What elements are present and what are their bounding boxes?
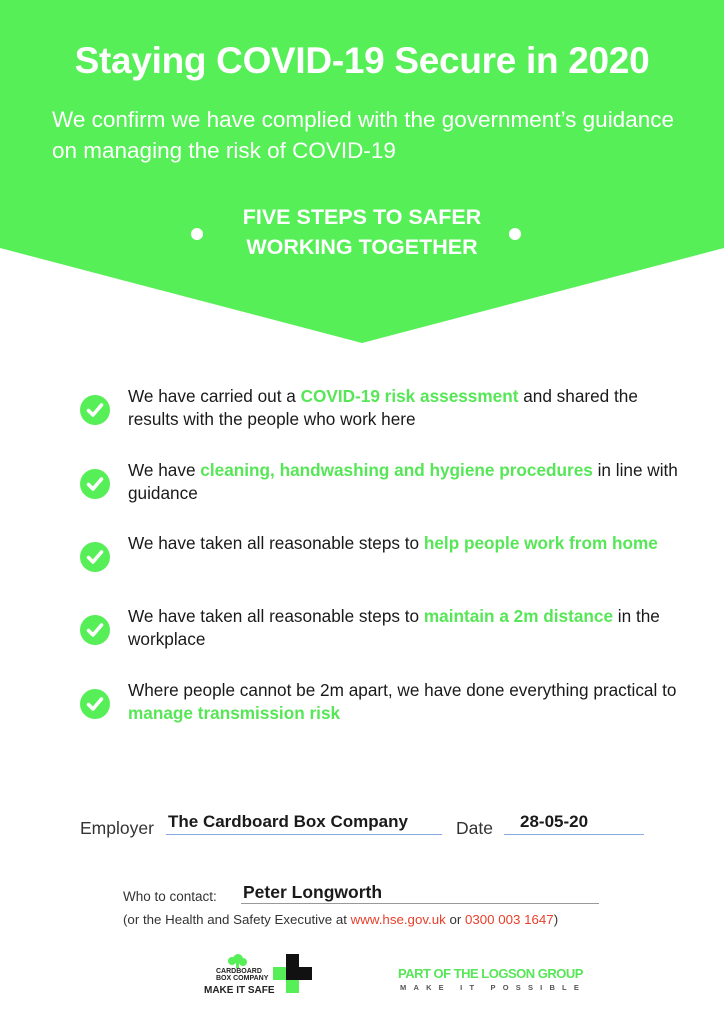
list-item bbox=[80, 385, 680, 445]
header-banner bbox=[0, 0, 724, 345]
list-item-text: We have carried out a COVID-19 risk assessment and shared the results with the people who work here bbox=[128, 386, 638, 429]
cardboard-box-company-logo bbox=[204, 950, 316, 1000]
list-item bbox=[80, 532, 680, 592]
check-circle-icon bbox=[80, 469, 110, 499]
list-item-text: We have taken all reasonable steps to help people work from home bbox=[128, 533, 658, 553]
steps-heading bbox=[0, 202, 724, 262]
list-item bbox=[80, 605, 680, 665]
right-logo-name: PART OF THE LOGSON GROUP bbox=[398, 966, 583, 981]
contact-underline bbox=[241, 903, 599, 904]
employer-field[interactable]: The Cardboard Box Company bbox=[168, 812, 408, 831]
steps-heading-line2: WORKING TOGETHER bbox=[246, 235, 478, 259]
contact-row bbox=[123, 882, 603, 908]
hse-note: (or the Health and Safety Executive at www.hse.gov.uk or 0300 003 1647) bbox=[123, 912, 559, 927]
hse-phone-link[interactable]: 0300 003 1647 bbox=[464, 912, 554, 927]
check-circle-icon bbox=[80, 615, 110, 645]
check-circle-icon bbox=[80, 395, 110, 425]
employer-underline bbox=[166, 834, 442, 835]
left-logo-tagline: MAKE IT SAFE bbox=[204, 985, 275, 996]
employer-label: Employer bbox=[80, 818, 154, 838]
list-item bbox=[80, 679, 680, 739]
check-circle-icon bbox=[80, 689, 110, 719]
right-logo-tagline: MAKE IT POSSIBLE bbox=[400, 983, 587, 992]
hse-link[interactable]: www.hse.gov.uk bbox=[350, 912, 446, 927]
date-field[interactable]: 28-05-20 bbox=[520, 812, 589, 831]
date-label: Date bbox=[456, 818, 493, 838]
left-logo-name: CARDBOARD BOX COMPANY bbox=[216, 968, 269, 982]
list-item-text: Where people cannot be 2m apart, we have done everything practical to manage transmission risk bbox=[128, 680, 677, 723]
page-subtitle: We confirm we have complied with the government’s guidance on managing the risk of COVID-19 bbox=[52, 107, 674, 163]
date-underline bbox=[504, 834, 644, 835]
contact-field[interactable]: Peter Longworth bbox=[243, 882, 383, 902]
list-item-text: We have cleaning, handwashing and hygiene procedures in line with guidance bbox=[128, 460, 678, 503]
employer-date-row bbox=[80, 812, 650, 842]
steps-heading-line1: FIVE STEPS TO SAFER bbox=[242, 205, 482, 229]
list-item-text: We have taken all reasonable steps to maintain a 2m distance in the workplace bbox=[128, 606, 660, 649]
contact-label: Who to contact: bbox=[123, 889, 217, 904]
list-item bbox=[80, 459, 680, 519]
logson-group-logo bbox=[398, 966, 598, 996]
check-circle-icon bbox=[80, 542, 110, 572]
page-title: Staying COVID-19 Secure in 2020 bbox=[74, 40, 650, 81]
